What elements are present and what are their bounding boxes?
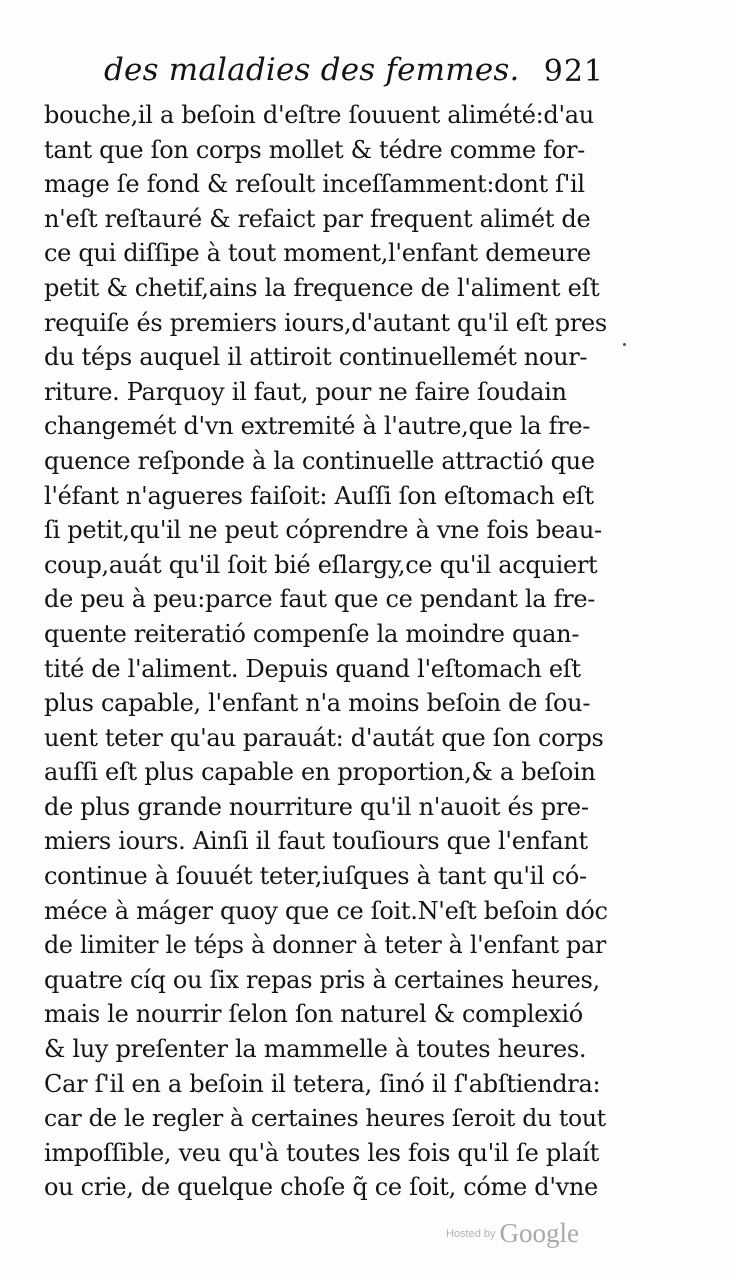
text-line: ou crie, de quelque choſe q̃ ce ſoit, cóme d'vne [44, 1173, 598, 1202]
text-line: auſſi eſt plus capable en proportion,& a beſoin [44, 758, 596, 787]
text-line: quente reiteratió compenſe la moindre quan- [44, 619, 580, 648]
text-line: car de le regler à certaines heures ſeroit du tout [44, 1104, 606, 1133]
text-line: plus capable, l'enfant n'a moins beſoin de ſou- [44, 689, 591, 718]
text-line: Car ſ'il en a beſoin il tetera, ſinó il ſ'abſtiendra: [44, 1069, 601, 1098]
ink-speck [623, 343, 626, 346]
text-line: requiſe és premiers iours,d'autant qu'il eſt pres [44, 308, 607, 337]
text-line: du téps auquel il attiroit continuellemét nour- [44, 343, 588, 372]
text-line: changemét d'vn extremité à l'autre,que la fre- [44, 412, 591, 441]
text-line: miers iours. Ainſi il faut touſiours que l'enfant [44, 827, 588, 856]
digitization-watermark [446, 1218, 579, 1254]
text-line: de plus grande nourriture qu'il n'auoit és pre- [44, 792, 589, 821]
text-line: mage ſe fond & reſoult inceſſamment:dont ſ'il [44, 170, 585, 199]
text-line: tant que ſon corps mollet & tédre comme for- [44, 135, 585, 164]
text-line: ſi petit,qu'il ne peut cóprendre à vne fois beau- [44, 516, 602, 545]
text-line: coup,auát qu'il ſoit bié eſlargy,ce qu'il acquiert [44, 550, 598, 579]
text-line: impoſſible, veu qu'à toutes les fois qu'il ſe plaít [44, 1138, 599, 1167]
text-line: continue à ſouuét teter,iuſques à tant qu'il có- [44, 862, 587, 891]
text-line: méce à máger quoy que ce ſoit.N'eſt beſoin dóc [44, 896, 608, 925]
text-line: uent teter qu'au parauát: d'autát que ſon corps [44, 723, 604, 752]
text-line: tité de l'aliment. Depuis quand l'eſtomach eſt [44, 654, 581, 683]
running-head [104, 52, 604, 96]
text-line: l'éfant n'agueres faiſoit: Auſſi ſon eſtomach eſt [44, 481, 594, 510]
page-number: 921 [543, 54, 604, 89]
watermark-label: Hosted by [446, 1227, 496, 1240]
text-line: n'eſt reſtauré & refaict par frequent alimét de [44, 204, 591, 233]
text-line: riture. Parquoy il faut, pour ne faire ſoudain [44, 377, 567, 406]
text-line: ce qui diſſipe à tout moment,l'enfant demeure [44, 239, 591, 268]
body-text [44, 98, 609, 1205]
text-line: de limiter le téps à donner à teter à l'enfant par [44, 931, 606, 960]
text-line: de peu à peu:parce faut que ce pendant la fre- [44, 585, 596, 614]
running-title: des maladies des femmes. [104, 52, 520, 88]
text-line: petit & chetif,ains la frequence de l'aliment eſt [44, 273, 600, 302]
text-line: mais le nourrir ſelon ſon naturel & complexió [44, 1000, 583, 1029]
text-line: bouche,il a beſoin d'eſtre ſouuent alimété:d'au [44, 101, 594, 129]
text-line: quence reſponde à la continuelle attractió que [44, 446, 595, 475]
watermark-brand: Google [499, 1218, 580, 1248]
text-line: & luy preſenter la mammelle à toutes heures. [44, 1035, 587, 1064]
text-line: quatre cíq ou ſix repas pris à certaines heures, [44, 965, 600, 994]
